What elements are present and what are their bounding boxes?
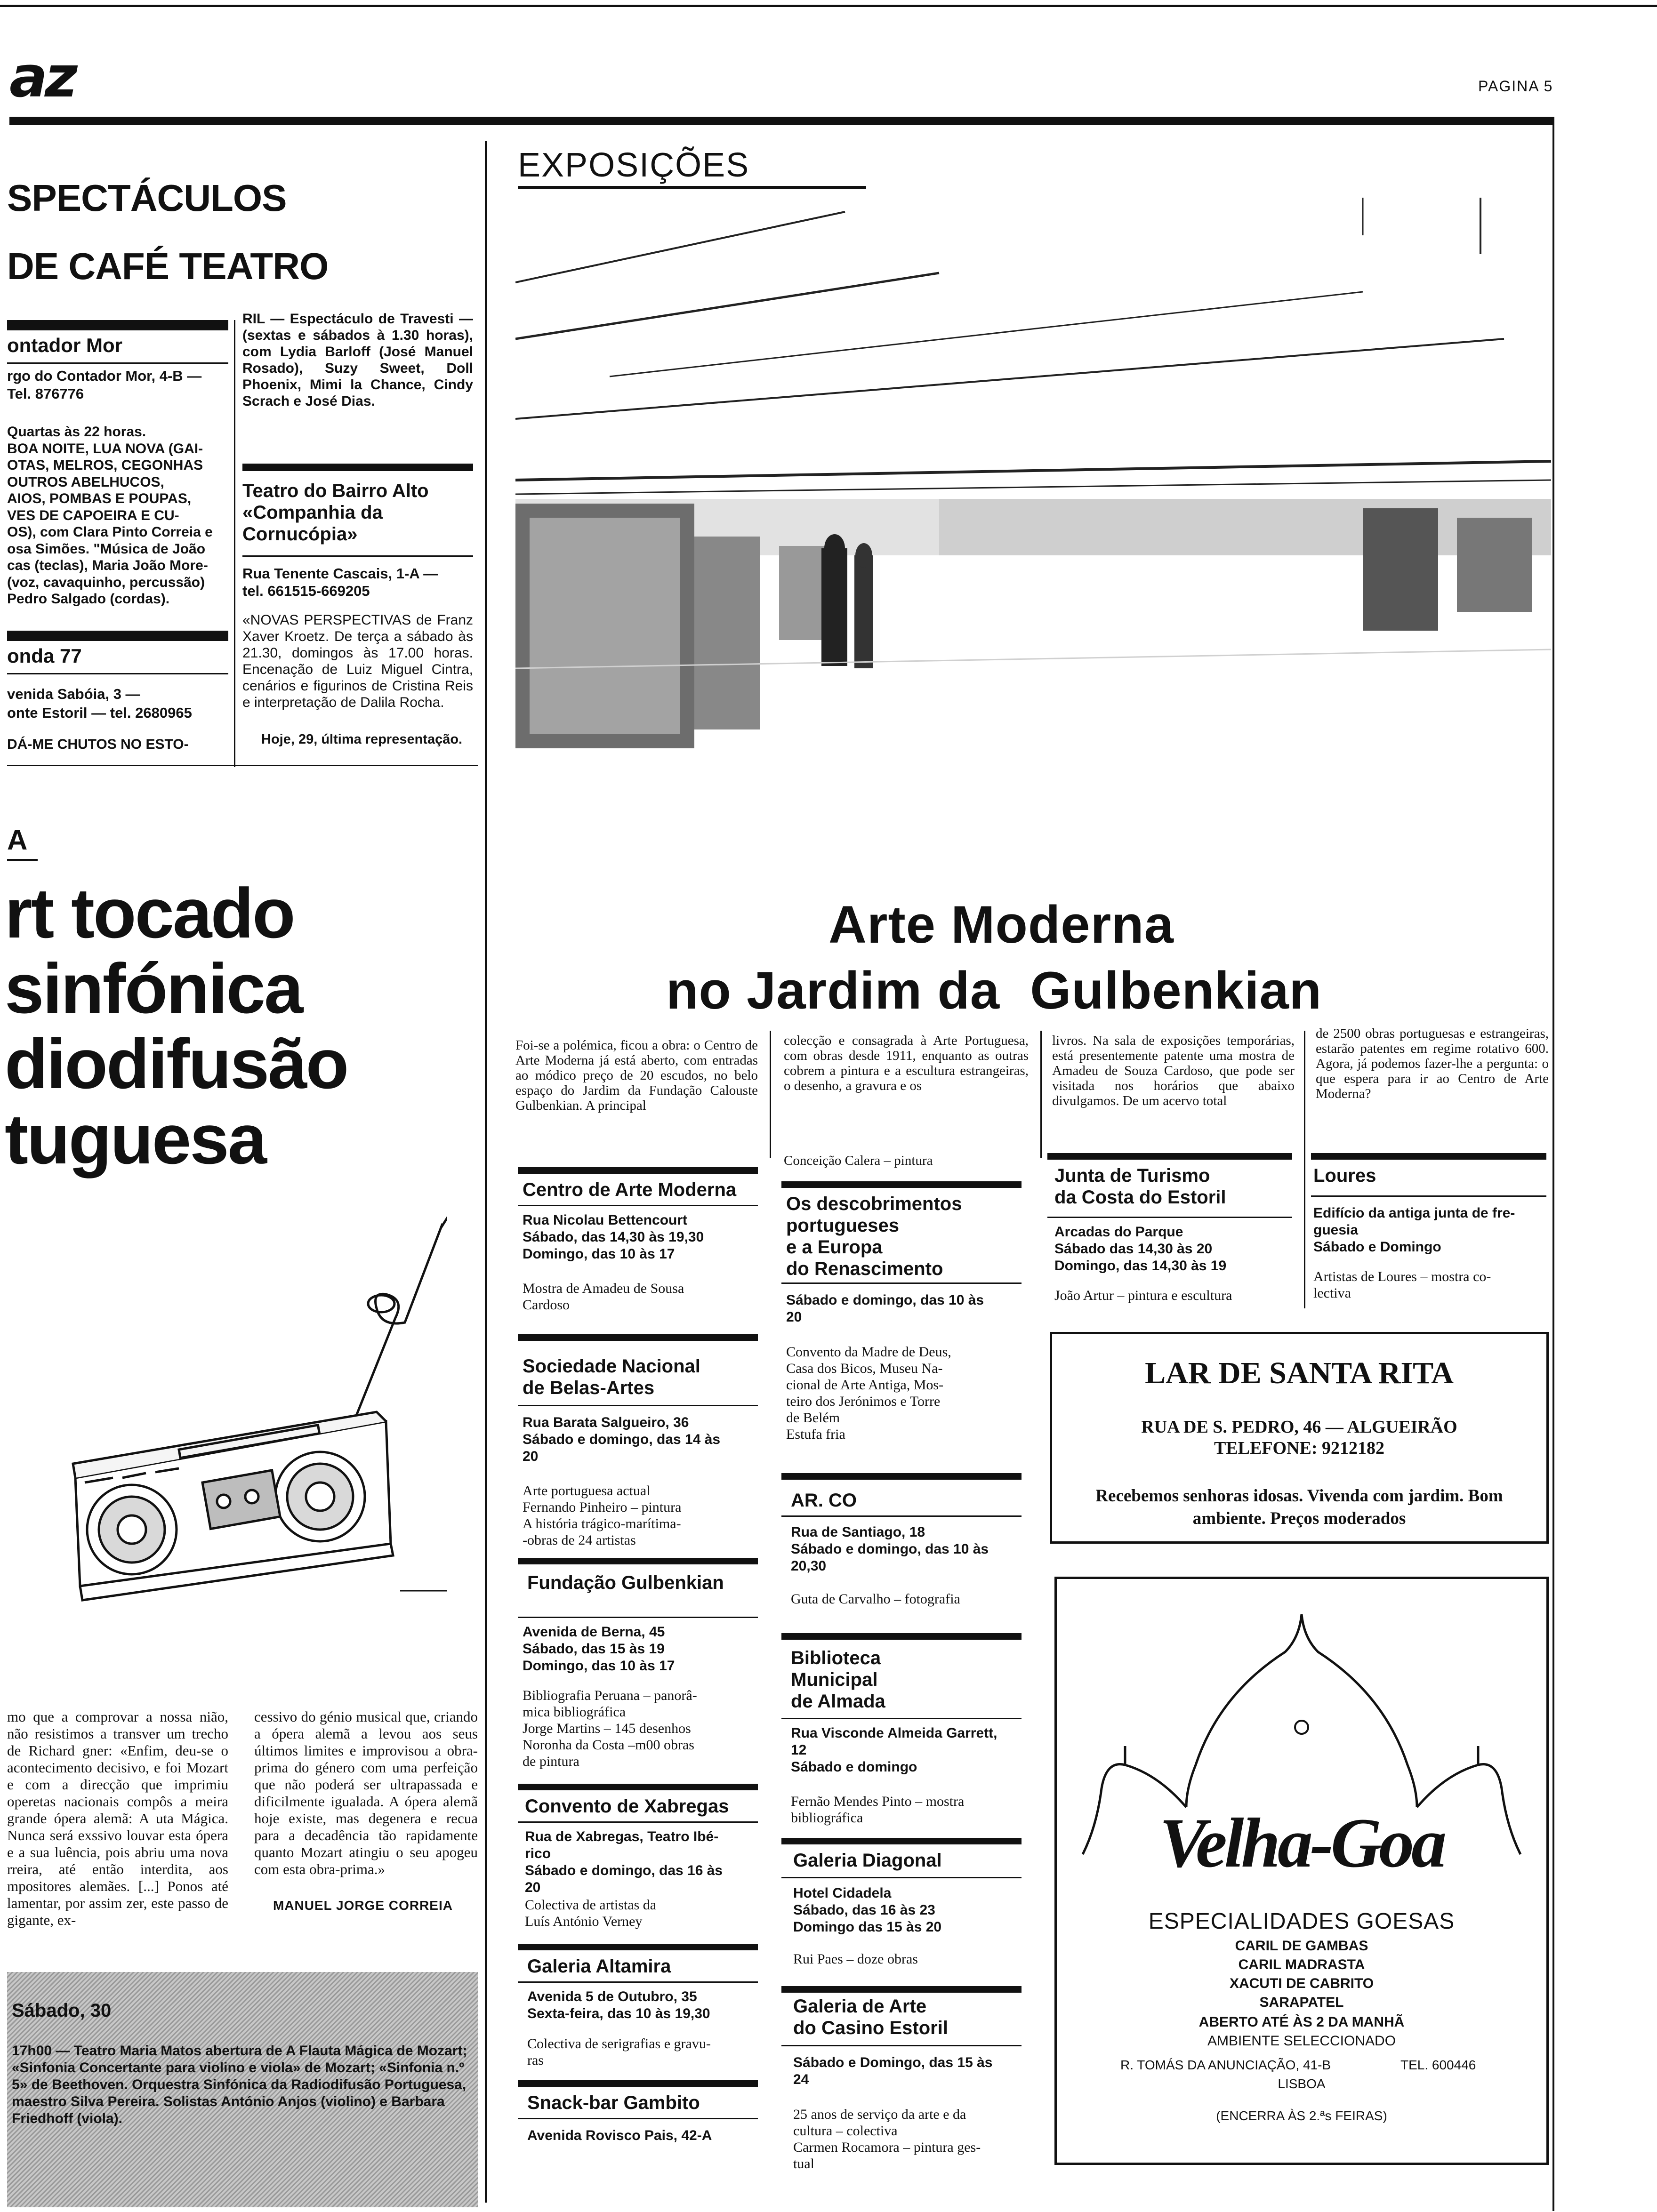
venue-title-belas-artes: Sociedade Nacional de Belas-Artes [523,1356,700,1398]
expo-intro-col-3: livros. Na sala de exposições temporárias, está presentemente patente uma mostra de Amadeu de Souza Cardoso, que pode ser visitada nos horários que abaixo divulgamos. De um acervo total [1052,1033,1295,1108]
expo-section-title: EXPOSIÇÕES [518,146,750,184]
venue-desc-fundacao-gulbenkian: Bibliografia Peruana – panorâ- mica bibliográfica Jorge Martins – 145 desenhos Noronha da Costa –m00 obras de pintura [523,1688,697,1769]
venue-rule-thin [781,1877,1022,1878]
venue-rule-thin [518,2118,758,2119]
expo-headline-line-2: no Jardim da Gulbenkian [666,961,1322,1020]
venue-rule [7,320,228,330]
venue-address-ronda: venida Sabóia, 3 — onte Estoril — tel. 2680965 [7,686,192,721]
venue-rule-thin [781,1515,1022,1517]
section-title-espectaculos: SPECTÁCULOS [7,177,287,219]
venue-rule-thin [518,1981,758,1983]
venue-address-biblioteca-almada: Rua Visconde Almeida Garrett, 12 Sábado e domingo [791,1725,997,1775]
ad-goa-hours: ABERTO ATÉ ÀS 2 DA MANHÃ [1199,2014,1405,2030]
venue-desc-convento-xabregas: Colectiva de artistas da Luís António Verney [525,1897,657,1929]
venue-text-contador: Quartas às 22 horas. BOA NOITE, LUA NOVA (GAI- OTAS, MELROS, CEGONHAS OUTROS ABELHUCOS, AIOS, POMBAS E POUPAS, VES DE CAPOEIRA E CU- OS), com Clara Pinto Correia e osa Simões. "Música de João cas (teclas), Maria João More- (voz, cavaquinho, percussão) Pedro Salgado (cordas). [7,424,213,607]
expo-intro-col-2: colecção e consagrada à Arte Portuguesa, com obras desde 1911, enquanto as outras cobrem a pintura e a escultura estrangeiras, o desenho, a gravura e os [784,1033,1029,1093]
venue-rule-thin [7,362,228,364]
venue-rule-thin [518,1205,758,1206]
ad-goa-dish-3: XACUTI DE CABRITO [1229,1976,1374,1991]
column-divider [485,141,487,2203]
venue-desc-galeria-diagonal: Rui Paes – doze obras [793,1951,918,1967]
ad-goa-closing: (ENCERRA ÀS 2.ªs FEIRAS) [1216,2108,1387,2123]
ad-goa-dish-2: CARIL MADRASTA [1238,1957,1365,1972]
venue-title-junta-turismo: Junta de Turismo da Costa do Estoril [1054,1165,1226,1208]
venue-rule [518,1334,758,1341]
venue-title-bairro-alto: Teatro do Bairro Alto «Companhia da Cornucópia» [242,481,429,545]
venue-title-fundacao-gulbenkian: Fundação Gulbenkian [527,1572,724,1593]
venue-rule [242,464,473,471]
venue-rule [518,1558,758,1564]
venue-address-snack-bar-gambito: Avenida Rovisco Pais, 42-A [527,2128,712,2143]
venue-address-contador: rgo do Contador Mor, 4-B — Tel. 876776 [7,368,202,402]
venue-address-junta-turismo: Arcadas do Parque Sábado das 14,30 às 20 Domingo, das 14,30 às 19 [1054,1224,1227,1274]
right-edge-rule [1552,117,1554,2211]
ad-goa-city: LISBOA [1278,2076,1326,2091]
ad-goa-logo: Velha-Goa [1159,1804,1444,1882]
venue-rule-thin [518,1405,758,1406]
venue-rule [518,1784,758,1790]
venue-rule-thin [518,1821,758,1823]
venue-rule-thin [1047,1217,1292,1218]
top-border [0,5,1657,7]
ad-goa-dish-1: CARIL DE GAMBAS [1235,1938,1368,1954]
venue-desc-galeria-altamira: Colectiva de serigrafias e gravu- ras [527,2036,711,2068]
venue-address-ar-co: Rua de Santiago, 18 Sábado e domingo, das 10 às 20,30 [791,1524,989,1574]
venue-text-ronda: DÁ-ME CHUTOS NO ESTO- [7,737,189,752]
venue-rule [1311,1153,1546,1160]
radio-cassette-illustration [47,1177,447,1671]
newspaper-logo: az [9,45,75,110]
venue-rule-thin [1311,1195,1546,1197]
sabado-box-text: 17h00 — Teatro Maria Matos abertura de A Flauta Mágica de Mozart; «Sinfonia Concertante para violino e viola» de Mozart; «Sinfonia n.º 5» de Beethoven. Orquestra Sinfónica da Radiodifusão Portuguesa, maestro Silva Pereira. Solistas António Anjos (violino) e Barbara Friedhoff (viola). [12,2043,467,2126]
venue-rule-thin [781,1718,1022,1719]
header-rule [9,117,1553,125]
venue-last-bairro-alto: Hoje, 29, última representação. [261,732,463,747]
venue-rule-thin [518,1617,758,1618]
venue-title-casino-estoril: Galeria de Arte do Casino Estoril [793,1996,948,2038]
venue-rule [781,1986,1022,1993]
expo-col-divider [770,1031,771,1158]
music-label-underline [7,859,38,861]
music-article-col-1: mo que a comprovar a nossa nião, não resistimos a transver um trecho de Richard gner: «Enfim, deu-se o acontecimento decisivo, e foi Mozart e com a direcção que imprimiu operetas nacionais compôs a meira grande ópera alemã: A uta Mágica. Nunca será exssivo louvar esta ópera e a sua luência, pois abriu uma nova rreira, até então interdita, aos mpositores alemães. [...] Ponos até lamentar, por assim zer, este passo de gigante, ex- [7,1708,228,1928]
ad-lar-phone: TELEFONE: 9212182 [1214,1438,1385,1458]
venue-rule-thin [242,555,473,557]
ril-text: RIL — Espectáculo de Travesti — (sextas e sábados à 1.30 horas), com Lydia Barloff (José Manuel Rosado), Suzy Sweet, Doll Phoenix, Mimi la Chance, Cindy Scrach e José Dias. [242,311,473,409]
venue-rule [518,1167,758,1174]
venue-desc-ar-co: Guta de Carvalho – fotografia [791,1591,960,1607]
ad-goa-ambiente: AMBIENTE SELECCIONADO [1207,2033,1396,2049]
venue-rule-thin [7,673,228,674]
venue-desc-descobrimentos: Convento da Madre de Deus, Casa dos Bicos, Museu Na- cional de Arte Antiga, Mos- teiro dos Jerónimos e Torre de Belém Estufa fria [786,1344,951,1442]
venue-title-convento-xabregas: Convento de Xabregas [525,1796,729,1817]
venue-rule [781,1633,1022,1640]
venue-address-centro-arte-moderna: Rua Nicolau Bettencourt Sábado, das 14,30 às 19,30 Domingo, das 10 às 17 [523,1212,704,1262]
venue-rule [7,631,228,641]
venue-rule-thin [781,2045,1022,2046]
page-label: PAGINA 5 [1478,78,1553,95]
venue-text-bairro-alto: «NOVAS PERSPECTIVAS de Franz Xaver Kroetz. De terça a sábado às 21.30, domingos às 17.00 horas. Encenação de Luiz Miguel Cintra, cenários e figurinos de Cristina Reis e interpretação de Dalila Rocha. [242,612,473,710]
venue-desc-loures: Artistas de Loures – mostra co- lectiva [1313,1269,1491,1301]
venue-col-divider [1304,1153,1305,1308]
ad-goa-subtitle: ESPECIALIDADES GOESAS [1148,1909,1455,1934]
venue-rule [781,1473,1022,1480]
ad-goa-dish-4: SARAPATEL [1259,1995,1344,2010]
music-headline-line-3: diodifusão [5,1024,348,1103]
expo-col-divider [1304,1031,1305,1158]
venue-rule [518,1944,758,1950]
sabado-box-title: Sábado, 30 [12,2000,112,2021]
venue-desc-belas-artes: Arte portuguesa actual Fernando Pinheiro – pintura A história trágico-marítima- -obras de 24 artistas [523,1483,682,1548]
venue-desc-junta-turismo: João Artur – pintura e escultura [1054,1288,1232,1303]
venue-address-galeria-altamira: Avenida 5 de Outubro, 35 Sexta-feira, das 10 às 19,30 [527,1989,710,2021]
article-byline: MANUEL JORGE CORREIA [273,1898,453,1913]
music-headline-line-4: tuguesa [5,1099,266,1178]
box-bottom-rule [7,765,478,766]
music-section-label: A [7,824,28,856]
venue-rule [518,2080,758,2087]
expo-headline-line-1: Arte Moderna [828,895,1174,954]
venue-title-snack-bar-gambito: Snack-bar Gambito [527,2092,700,2113]
venue-rule [781,1838,1022,1844]
gallery-photo [515,198,1551,857]
expo-title-underline [518,186,866,189]
expo-intro-col-1: Foi-se a polémica, ficou a obra: o Centro de Arte Moderna já está aberto, com entradas ao módico preço de 20 escudos, no belo espaço do Jardim da Fundação Calouste Gulbenkian. A principal [515,1038,758,1113]
venue-rule [1047,1153,1292,1160]
venue-title-contador: ontador Mor [7,334,122,356]
ad-goa-tel: TEL. 600446 [1400,2058,1476,2072]
venue-address-bairro-alto: Rua Tenente Cascais, 1-A — tel. 661515-669205 [242,565,438,599]
venue-title-loures: Loures [1313,1165,1376,1186]
ad-lar-title: LAR DE SANTA RITA [1145,1356,1454,1390]
venue-address-galeria-diagonal: Hotel Cidadela Sábado, das 16 às 23 Domingo das 15 às 20 [793,1885,942,1935]
venue-address-fundacao-gulbenkian: Avenida de Berna, 45 Sábado, das 15 às 19 Domingo, das 10 às 17 [523,1624,675,1674]
expo-col-divider [1040,1031,1042,1158]
venue-address-belas-artes: Rua Barata Salgueiro, 36 Sábado e domingo, das 14 às 20 [523,1415,721,1464]
venue-title-centro-arte-moderna: Centro de Arte Moderna [523,1179,737,1200]
expo-intro-col-4: de 2500 obras portuguesas e estrangeiras, estarão patentes em regime rotativo 600. Agora, já podemos fazer-lhe a pergunta: o que espera para ir ao Centro de Arte Moderna? [1316,1026,1549,1101]
ad-goa-dome-outline [1078,1610,1525,1939]
venue-title-galeria-diagonal: Galeria Diagonal [793,1850,942,1871]
column-divider-thin [234,320,235,767]
venue-address-descobrimentos: Sábado e domingo, das 10 às 20 [786,1292,984,1325]
venue-desc-casino-estoril: 25 anos de serviço da arte e da cultura – colectiva Carmen Rocamora – pintura ges- tual [793,2107,981,2172]
venue-desc-biblioteca-almada: Fernão Mendes Pinto – mostra bibliográfica [791,1794,965,1826]
expo-intro-col-2-tail: Conceição Calera – pintura [784,1153,933,1168]
venue-address-casino-estoril: Sábado e Domingo, das 15 às 24 [793,2055,993,2087]
music-headline-line-1: rt tocado [5,874,294,953]
venue-address-loures: Edifício da antiga junta de fre- guesia Sábado e Domingo [1313,1205,1515,1255]
venue-address-convento-xabregas: Rua de Xabregas, Teatro Ibé- rico Sábado e domingo, das 16 às 20 [525,1829,723,1895]
ad-lar-address: RUA DE S. PEDRO, 46 — ALGUEIRÃO [1141,1417,1457,1437]
venue-rule-thin [781,1282,1022,1284]
venue-title-ronda: onda 77 [7,645,82,667]
ad-lar-text: Recebemos senhoras idosas. Vivenda com jardim. Bom ambiente. Preços moderados [1095,1486,1503,1528]
music-headline-line-2: sinfónica [5,949,302,1028]
venue-desc-centro-arte-moderna: Mostra de Amadeu de Sousa Cardoso [523,1281,684,1313]
venue-title-galeria-altamira: Galeria Altamira [527,1956,671,1977]
venue-title-ar-co: AR. CO [791,1490,857,1511]
venue-title-descobrimentos: Os descobrimentos portugueses e a Europa do Renascimento [786,1194,962,1279]
ad-goa-address: R. TOMÁS DA ANUNCIAÇÃO, 41-B [1120,2058,1331,2072]
section-title-cafe-teatro: DE CAFÉ TEATRO [7,245,329,287]
venue-title-biblioteca-almada: Biblioteca Municipal de Almada [791,1648,885,1712]
music-article-col-2: cessivo do génio musical que, criando a ópera alemã a levou aos seus últimos limites e improvisou a obra-prima do género com uma perfeição que não poderá ser ultrapassada e dificilmente igualada. A ópera alemã hoje existe, mas degenera e recua para a decadência tão rapidamente quanto Mozart atingiu o seu apogeu com esta obra-prima.» [254,1708,478,1877]
venue-rule [781,1181,1022,1188]
